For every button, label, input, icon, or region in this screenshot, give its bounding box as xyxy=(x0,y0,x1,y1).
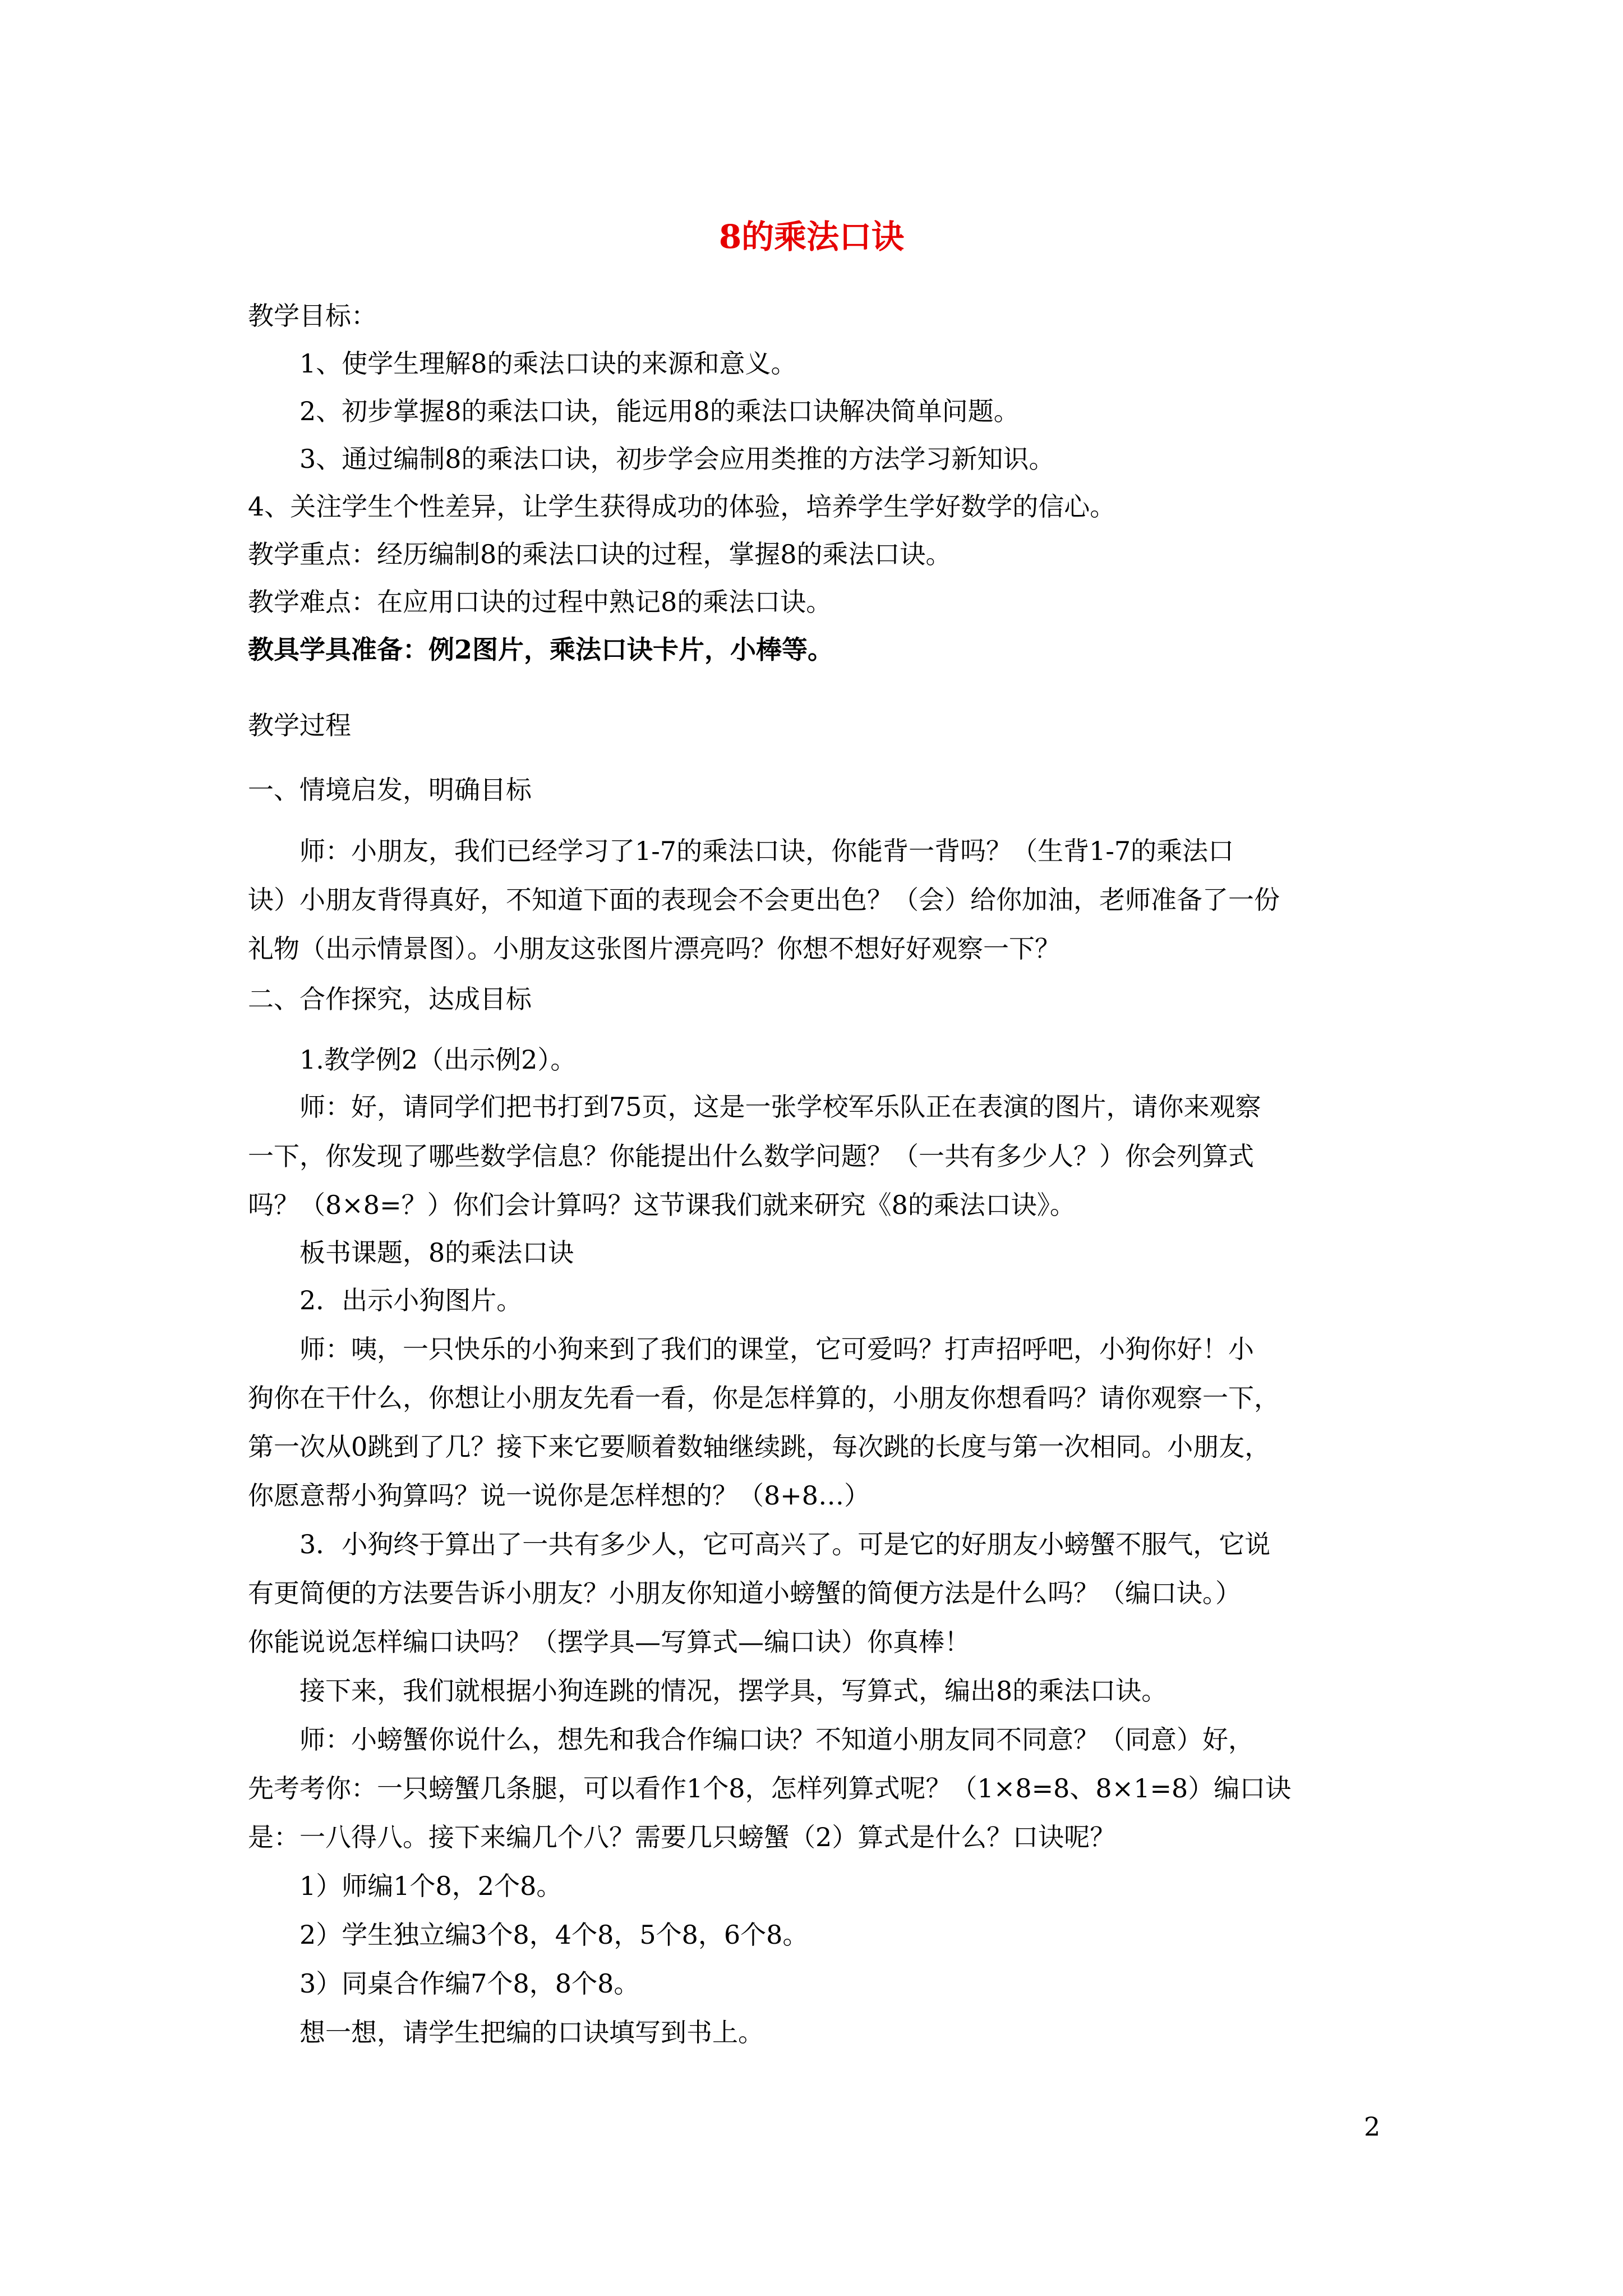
text-line: 教学重点：经历编制8的乘法口诀的过程，掌握8的乘法口诀。 xyxy=(248,539,952,569)
text-line: 师：小螃蟹你说什么，想先和我合作编口诀？不知道小朋友同不同意？（同意）好， xyxy=(299,1724,1254,1755)
text-line: 吗？（8×8=？）你们会计算吗？这节课我们就来研究《8的乘法口诀》。 xyxy=(248,1190,1076,1220)
list-item: 1）师编1个8，2个8。 xyxy=(299,1871,562,1901)
text-line: 教学难点：在应用口诀的过程中熟记8的乘法口诀。 xyxy=(248,587,832,617)
list-item: 3）同桌合作编7个8，8个8。 xyxy=(299,1968,640,1999)
text-line: 板书课题，8的乘法口诀 xyxy=(299,1237,574,1268)
text-line: 2．出示小狗图片。 xyxy=(299,1285,523,1315)
text-line: 1.教学例2（出示例2）。 xyxy=(299,1045,577,1075)
section-heading: 教学过程 xyxy=(248,710,351,740)
text-line: 师：小朋友，我们已经学习了1-7的乘法口诀，你能背一背吗？（生背1-7的乘法口 xyxy=(299,836,1234,866)
list-item: 2）学生独立编3个8，4个8，5个8，6个8。 xyxy=(299,1920,809,1950)
text-line: 礼物（出示情景图）。小朋友这张图片漂亮吗？你想不想好好观察一下？ xyxy=(248,933,1061,964)
text-line: 一下，你发现了哪些数学信息？你能提出什么数学问题？（一共有多少人？）你会列算式 xyxy=(248,1141,1254,1171)
text-line: 师：咦，一只快乐的小狗来到了我们的课堂，它可爱吗？打声招呼吧，小狗你好！小 xyxy=(299,1334,1254,1364)
text-line: 3．小狗终于算出了一共有多少人，它可高兴了。可是它的好朋友小螃蟹不服气，它说 xyxy=(299,1529,1271,1559)
text-line: 诀）小朋友背得真好，不知道下面的表现会不会更出色？（会）给你加油，老师准备了一份 xyxy=(248,885,1280,915)
text-line: 第一次从0跳到了几？接下来它要顺着数轴继续跳，每次跳的长度与第一次相同。小朋友， xyxy=(248,1432,1271,1462)
text-line: 4、关注学生个性差异，让学生获得成功的体验，培养学生学好数学的信心。 xyxy=(248,491,1116,522)
page-number: 2 xyxy=(1364,2111,1381,2142)
text-line: 教学目标： xyxy=(248,301,377,331)
text-line: 有更简便的方法要告诉小朋友？小朋友你知道小螃蟹的简便方法是什么吗？（编口诀。） xyxy=(248,1578,1241,1608)
text-line: 先考考你：一只螃蟹几条腿，可以看作1个8，怎样列算式呢？（1×8=8、8×1=8）编口诀 xyxy=(248,1773,1292,1803)
text-line: 师：好，请同学们把书打到75页，这是一张学校军乐队正在表演的图片，请你来观察 xyxy=(299,1092,1261,1122)
text-line: 3、通过编制8的乘法口诀，初步学会应用类推的方法学习新知识。 xyxy=(299,444,1055,474)
text-line: 想一想，请学生把编的口诀填写到书上。 xyxy=(299,2017,764,2047)
section-heading: 二、合作探究，达成目标 xyxy=(248,984,532,1014)
text-line: 狗你在干什么，你想让小朋友先看一看，你是怎样算的，小朋友你想看吗？请你观察一下， xyxy=(248,1383,1280,1413)
text-line: 接下来，我们就根据小狗连跳的情况，摆学具，写算式，编出8的乘法口诀。 xyxy=(299,1676,1168,1706)
text-line: 1、使学生理解8的乘法口诀的来源和意义。 xyxy=(299,348,797,379)
text-line: 教具学具准备：例2图片，乘法口诀卡片，小棒等。 xyxy=(248,634,834,665)
text-line: 你能说说怎样编口诀吗？（摆学具—写算式—编口诀）你真棒！ xyxy=(248,1627,970,1657)
text-line: 你愿意帮小狗算吗？说一说你是怎样想的？（8+8…） xyxy=(248,1480,870,1511)
section-heading: 一、情境启发，明确目标 xyxy=(248,775,532,805)
text-line: 是：一八得八。接下来编几个八？需要几只螃蟹（2）算式是什么？口诀呢？ xyxy=(248,1822,1116,1852)
text-line: 2、初步掌握8的乘法口诀，能远用8的乘法口诀解决简单问题。 xyxy=(299,396,1020,426)
document-title: 8的乘法口诀 xyxy=(718,218,905,256)
